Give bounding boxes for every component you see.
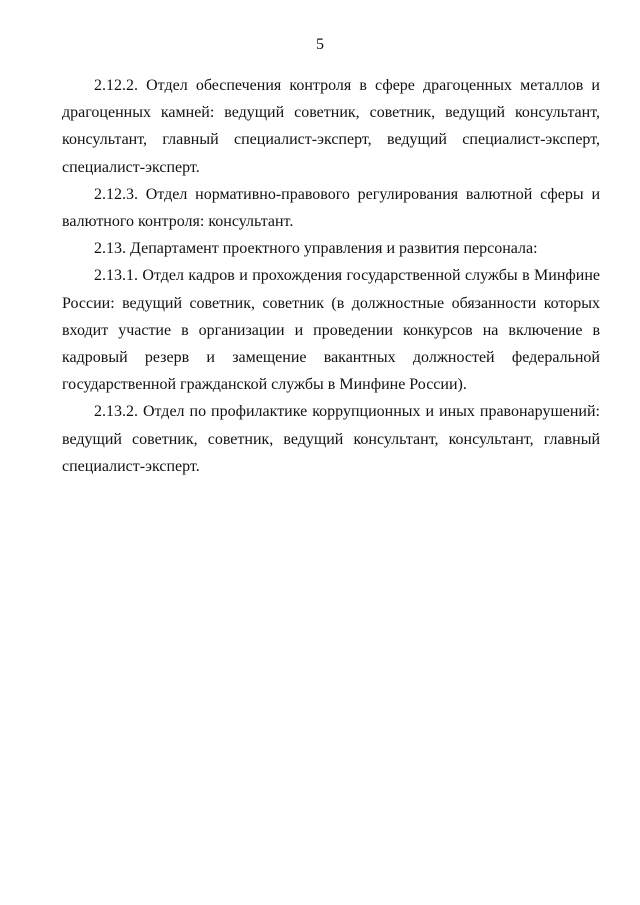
paragraph-2-13: 2.13. Департамент проектного управления и развития персонала:: [94, 240, 538, 258]
paragraph-2-13-1: 2.13.1. Отдел кадров и прохождения государственной службы в Минфине России: ведущий советник, советник (в должностные обязанности которых входит участие в организации и проведении конкурсов на включение в кадровый резерв и замещение вакантных должностей федеральной государственной гражданской службы в Минфине России).: [62, 267, 600, 394]
document-body: [62, 72, 600, 480]
paragraph-2-12-2: 2.12.2. Отдел обеспечения контроля в сфере драгоценных металлов и драгоценных камней: ведущий советник, советник, ведущий консультант, консультант, главный специалист-эксперт, ведущий специалист-эксперт, специалист-эксперт.: [62, 77, 600, 176]
paragraph-2-13-2: 2.13.2. Отдел по профилактике коррупционных и иных правонарушений: ведущий советник, советник, ведущий консультант, консультант, главный специалист-эксперт.: [62, 403, 600, 475]
paragraph-2-12-3: 2.12.3. Отдел нормативно-правового регулирования валютной сферы и валютного контроля: консультант.: [62, 185, 600, 231]
page-number: 5: [316, 36, 324, 53]
